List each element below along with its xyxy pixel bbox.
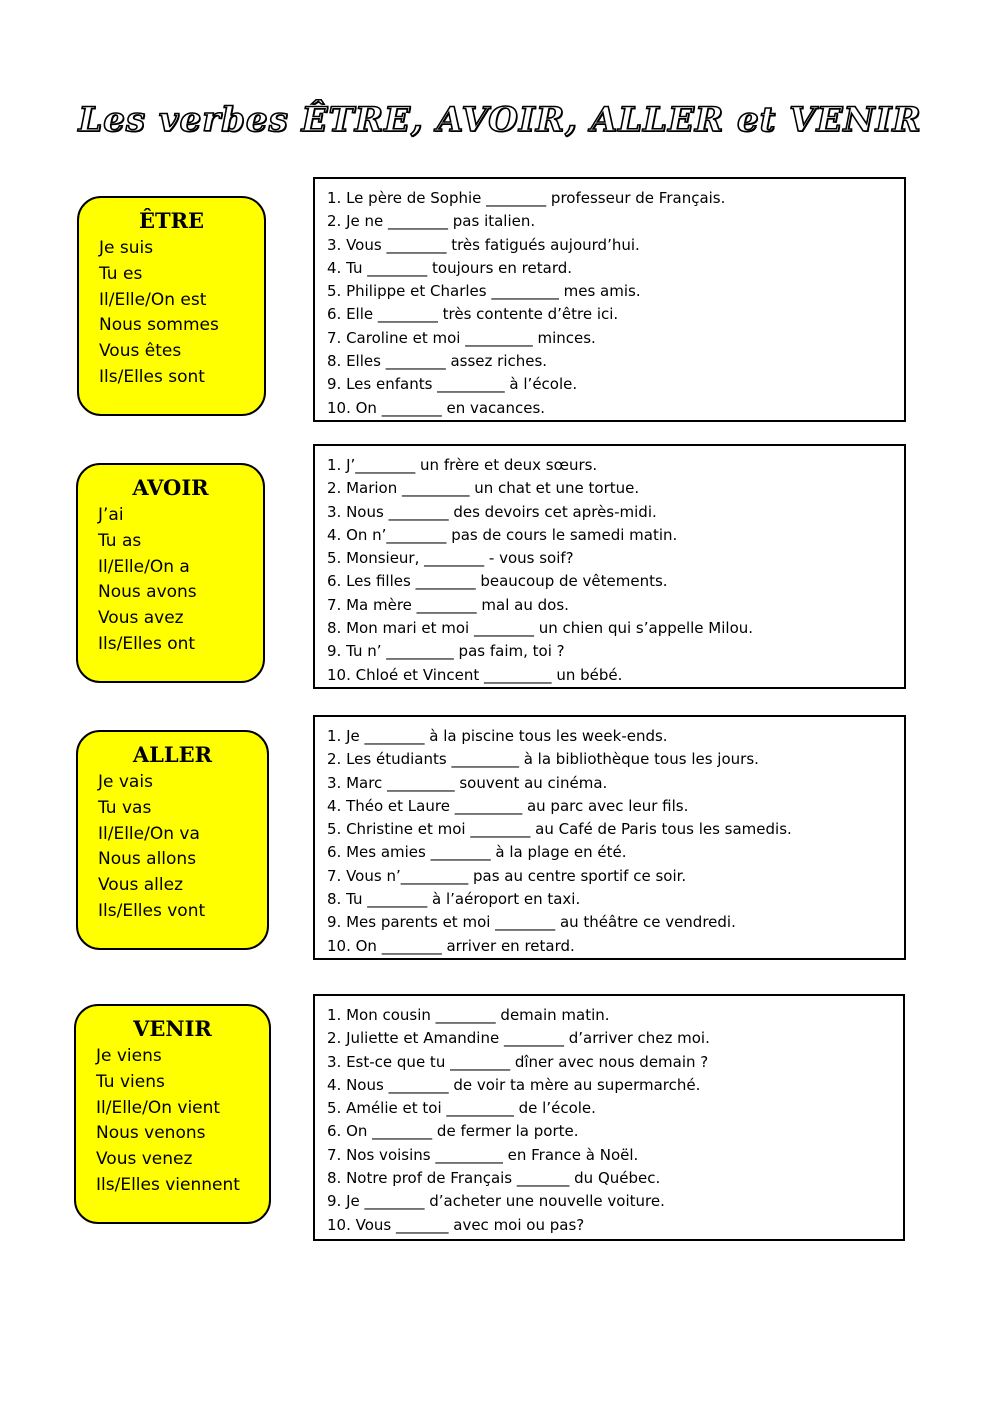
- conjugation-form: Vous allez: [98, 875, 183, 896]
- conjugation-form: Tu vas: [98, 797, 152, 818]
- exercise-sentence: 7. Ma mère ________ mal au dos.: [327, 595, 569, 614]
- exercise-sentence: 10. On ________ en vacances.: [327, 398, 546, 417]
- exercise-sentence: 5. Christine et moi ________ au Café de Paris tous les samedis.: [327, 820, 792, 839]
- exercise-sentence: 4. Nous ________ de voir ta mère au supermarché.: [327, 1075, 701, 1094]
- exercise-sentence: 10. Vous _______ avec moi ou pas?: [327, 1215, 585, 1234]
- exercise-sentence: 8. Tu ________ à l’aéroport en taxi.: [327, 890, 581, 909]
- conjugation-form: Je vais: [98, 772, 153, 792]
- conjugation-form: Je suis: [99, 238, 154, 258]
- conjugation-form: Ils/Elles vont: [98, 900, 206, 921]
- exercise-sentence: 2. Juliette et Amandine ________ d’arriver chez moi.: [327, 1029, 710, 1048]
- conjugation-form: Il/Elle/On a: [98, 556, 190, 577]
- conjugation-box-etre: [77, 196, 266, 416]
- exercise-sentence: 2. Marion _________ un chat et une tortue.: [327, 479, 640, 498]
- conjugation-form: Tu as: [98, 530, 142, 551]
- exercise-sentence: 6. Elle ________ très contente d’être ici.: [327, 305, 619, 324]
- exercise-box-venir: [313, 994, 905, 1241]
- conjugation-form: J’ai: [98, 505, 124, 525]
- exercise-sentence: 5. Amélie et toi _________ de l’école.: [327, 1099, 596, 1118]
- exercise-sentence: 6. Mes amies ________ à la plage en été.: [327, 843, 627, 862]
- verb-title: AVOIR: [132, 475, 209, 500]
- worksheet-title: Les verbes ÊTRE, AVOIR, ALLER et VENIR: [78, 100, 922, 140]
- conjugation-form: Tu viens: [96, 1071, 165, 1092]
- exercise-sentence: 7. Vous n’_________ pas au centre sportif ce soir.: [327, 866, 687, 885]
- conjugation-box-aller: [76, 730, 269, 950]
- conjugation-form: Vous êtes: [99, 341, 182, 362]
- exercise-box-aller: [313, 715, 906, 960]
- conjugation-form: Nous venons: [96, 1123, 206, 1144]
- conjugation-form: Je viens: [96, 1046, 162, 1066]
- exercise-sentence: 3. Est-ce que tu ________ dîner avec nous demain ?: [327, 1052, 709, 1071]
- conjugation-box-avoir: [76, 463, 265, 683]
- exercise-sentence: 8. Mon mari et moi ________ un chien qui s’appelle Milou.: [327, 619, 754, 638]
- exercise-sentence: 2. Je ne ________ pas italien.: [327, 212, 536, 231]
- conjugation-form: Nous sommes: [99, 315, 219, 336]
- exercise-sentence: 8. Notre prof de Français _______ du Québec.: [327, 1169, 661, 1188]
- exercise-sentence: 4. Théo et Laure _________ au parc avec leur fils.: [327, 796, 689, 815]
- exercise-sentence: 10. Chloé et Vincent _________ un bébé.: [327, 665, 623, 684]
- conjugation-form: Tu es: [99, 263, 143, 284]
- exercise-sentence: 9. Tu n’ _________ pas faim, toi ?: [327, 642, 565, 661]
- conjugation-form: Il/Elle/On va: [98, 823, 200, 844]
- exercise-box-etre: [313, 177, 906, 422]
- exercise-sentence: 1. J’________ un frère et deux sœurs.: [327, 456, 598, 474]
- conjugation-form: Ils/Elles sont: [99, 366, 205, 387]
- exercise-sentence: 9. Je ________ d’acheter une nouvelle voiture.: [327, 1192, 665, 1211]
- conjugation-form: Ils/Elles ont: [98, 633, 196, 654]
- exercise-sentence: 1. Mon cousin ________ demain matin.: [327, 1006, 610, 1024]
- verb-title: ÊTRE: [138, 208, 205, 233]
- verb-title: VENIR: [133, 1016, 212, 1041]
- exercise-sentence: 3. Nous ________ des devoirs cet après-midi.: [327, 502, 657, 521]
- exercise-sentence: 4. On n’________ pas de cours le samedi matin.: [327, 525, 678, 544]
- exercise-sentence: 8. Elles ________ assez riches.: [327, 352, 548, 371]
- exercise-sentence: 5. Monsieur, ________ - vous soif?: [327, 549, 574, 568]
- exercise-sentence: 2. Les étudiants _________ à la bibliothèque tous les jours.: [327, 750, 759, 769]
- exercise-sentence: 3. Marc _________ souvent au cinéma.: [327, 773, 608, 792]
- exercise-sentence: 3. Vous ________ très fatigués aujourd’hui.: [327, 235, 640, 254]
- conjugation-form: Il/Elle/On est: [99, 289, 207, 310]
- conjugation-form: Ils/Elles viennent: [96, 1174, 240, 1195]
- conjugation-form: Nous avons: [98, 582, 197, 603]
- conjugation-form: Nous allons: [98, 849, 197, 870]
- conjugation-form: Vous avez: [98, 608, 184, 629]
- exercise-sentence: 6. On ________ de fermer la porte.: [327, 1122, 579, 1141]
- exercise-sentence: 9. Les enfants _________ à l’école.: [327, 375, 578, 394]
- exercise-sentence: 5. Philippe et Charles _________ mes amis.: [327, 282, 641, 301]
- conjugation-form: Il/Elle/On vient: [96, 1097, 221, 1118]
- exercise-sentence: 1. Le père de Sophie ________ professeur de Français.: [327, 189, 726, 207]
- exercise-sentence: 7. Caroline et moi _________ minces.: [327, 328, 596, 347]
- conjugation-box-venir: [74, 1004, 271, 1224]
- exercise-sentence: 6. Les filles ________ beaucoup de vêtements.: [327, 572, 668, 591]
- exercise-sentence: 9. Mes parents et moi ________ au théâtre ce vendredi.: [327, 913, 736, 932]
- exercise-sentence: 1. Je ________ à la piscine tous les week-ends.: [327, 727, 668, 745]
- conjugation-form: Vous venez: [96, 1149, 193, 1170]
- exercise-sentence: 7. Nos voisins _________ en France à Noël.: [327, 1145, 639, 1164]
- exercise-sentence: 10. On ________ arriver en retard.: [327, 936, 575, 955]
- exercise-sentence: 4. Tu ________ toujours en retard.: [327, 258, 573, 277]
- verb-title: ALLER: [132, 742, 213, 767]
- exercise-box-avoir: [313, 444, 906, 689]
